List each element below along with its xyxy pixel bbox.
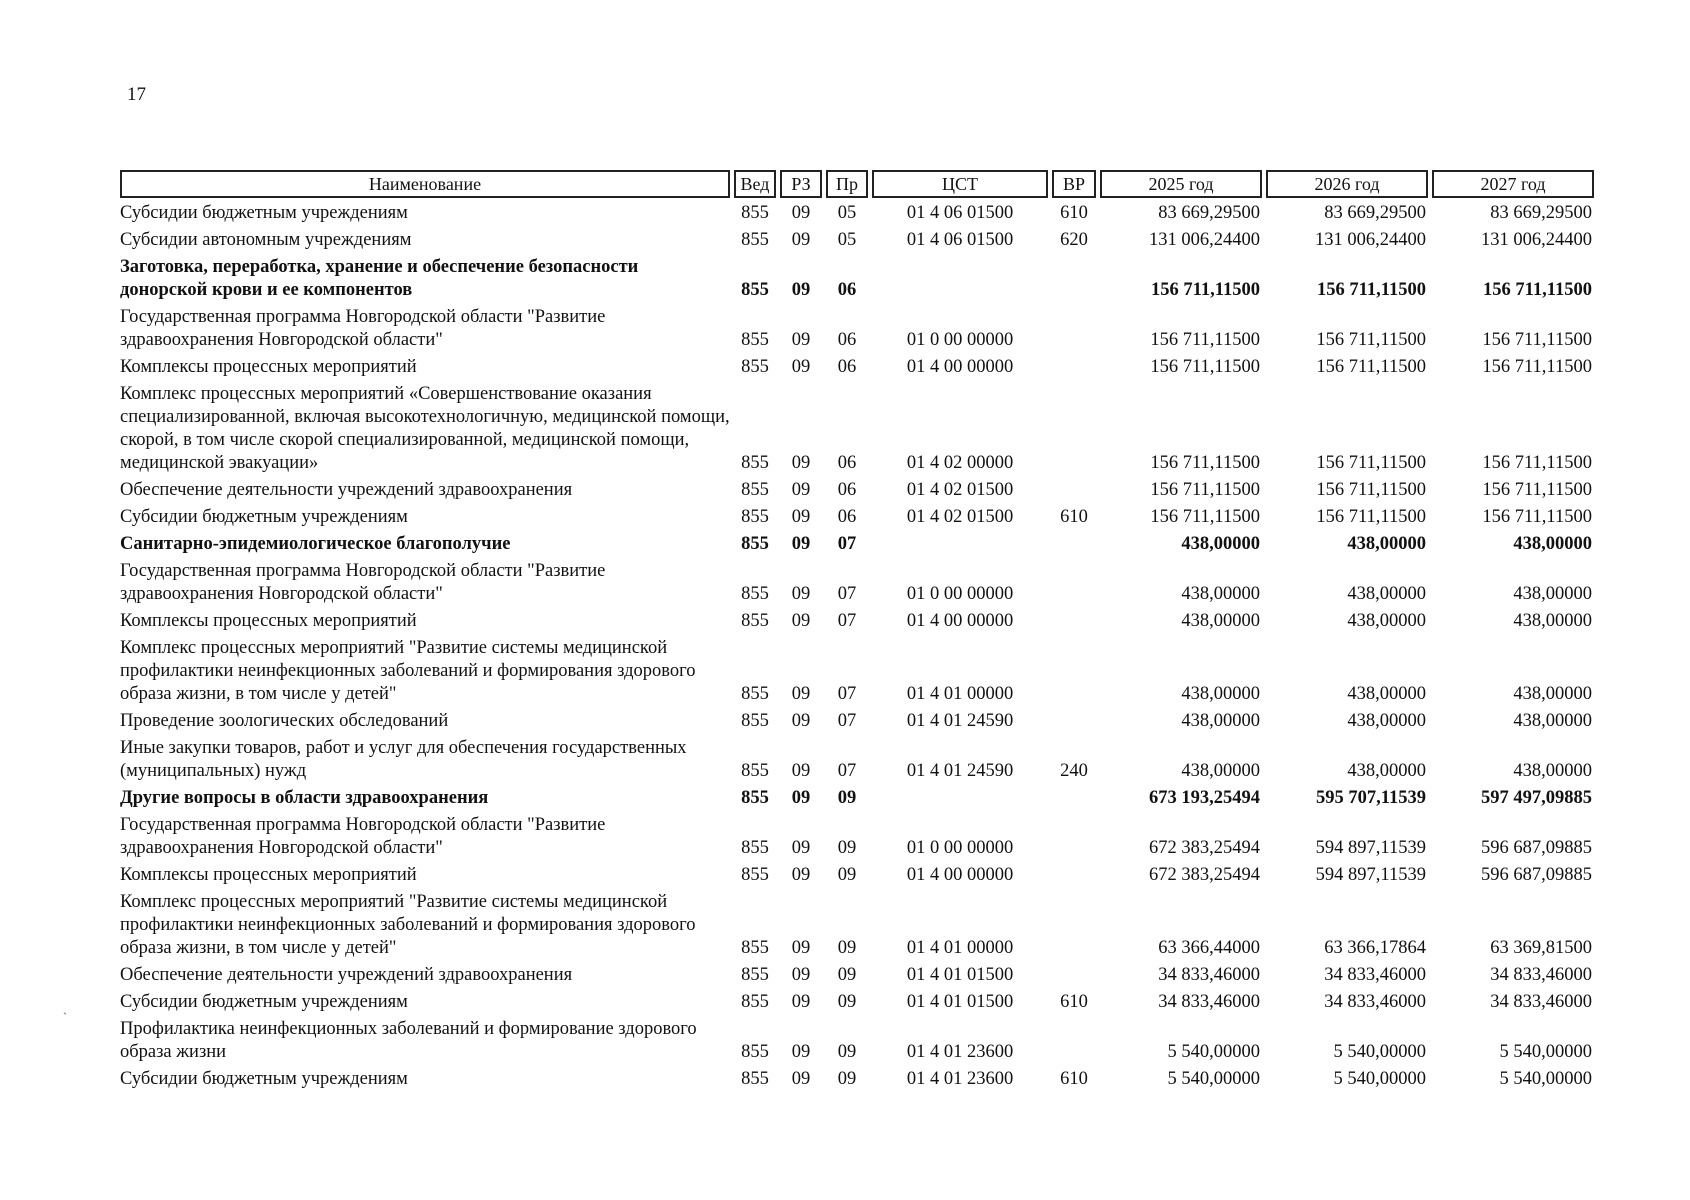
cell-name: Иные закупки товаров, работ и услуг для обеспечения государственных (муниципальных) нужд: [120, 738, 687, 781]
cell-y2025: 672 383,25494: [1149, 865, 1260, 885]
cell-y2027: 34 833,46000: [1490, 992, 1592, 1012]
cell-ved: 855: [741, 357, 769, 377]
cell-rz: 09: [791, 711, 811, 731]
table-body: [120, 202, 1602, 1095]
cell-name: Комплекс процессных мероприятий "Развитие системы медицинской профилактики неинфекционных заболеваний и формирования здорового образа жизни, в том числе у детей": [120, 638, 696, 704]
cell-ved: 855: [741, 453, 769, 473]
cell-ved: 855: [741, 788, 769, 808]
cell-name: Субсидии бюджетным учреждениям: [120, 992, 408, 1012]
cell-cst: 01 4 00 00000: [906, 611, 1014, 631]
cell-rz: 09: [791, 838, 811, 858]
cell-rz: 09: [791, 280, 811, 300]
cell-ved: 855: [741, 865, 769, 885]
cell-rz: 09: [791, 788, 811, 808]
table-row: [120, 737, 1602, 787]
cell-pr: 06: [837, 330, 857, 350]
cell-y2025: 5 540,00000: [1167, 1042, 1260, 1062]
cell-y2026: 438,00000: [1347, 534, 1426, 554]
cell-pr: 09: [837, 838, 857, 858]
cell-name: Государственная программа Новгородской области "Развитие здравоохранения Новгородской области": [120, 307, 606, 350]
table-row: [120, 356, 1602, 383]
cell-name: Государственная программа Новгородской области "Развитие здравоохранения Новгородской области": [120, 815, 606, 858]
table-row: [120, 256, 1602, 306]
cell-y2025: 438,00000: [1181, 611, 1260, 631]
cell-cst: 01 0 00 00000: [906, 838, 1014, 858]
cell-y2026: 156 711,11500: [1316, 480, 1426, 500]
cell-cst: 01 4 01 01500: [906, 992, 1014, 1012]
cell-name: Санитарно-эпидемиологическое благополучие: [120, 534, 511, 554]
cell-y2027: 156 711,11500: [1483, 280, 1592, 300]
cell-cst: 01 4 00 00000: [906, 865, 1014, 885]
cell-pr: 06: [837, 480, 857, 500]
cell-cst: 01 4 01 23600: [906, 1069, 1014, 1089]
cell-y2025: 438,00000: [1181, 584, 1260, 604]
cell-rz: 09: [791, 1042, 811, 1062]
cell-pr: 09: [837, 992, 857, 1012]
cell-rz: 09: [791, 611, 811, 631]
cell-cst: 01 4 00 00000: [906, 357, 1014, 377]
cell-rz: 09: [791, 203, 811, 223]
cell-y2026: 34 833,46000: [1324, 992, 1426, 1012]
cell-y2027: 156 711,11500: [1482, 330, 1592, 350]
cell-rz: 09: [791, 507, 811, 527]
header-pr: Пр: [826, 170, 868, 198]
cell-cst: 01 0 00 00000: [906, 584, 1014, 604]
cell-ved: 855: [741, 684, 769, 704]
cell-rz: 09: [791, 480, 811, 500]
cell-y2026: 438,00000: [1347, 584, 1426, 604]
cell-ved: 855: [741, 280, 769, 300]
cell-ved: 855: [741, 330, 769, 350]
cell-rz: 09: [791, 453, 811, 473]
cell-y2026: 5 540,00000: [1333, 1042, 1426, 1062]
cell-vr: 610: [1060, 203, 1088, 223]
cell-cst: 01 4 02 01500: [906, 507, 1014, 527]
cell-y2025: 34 833,46000: [1158, 992, 1260, 1012]
cell-rz: 09: [791, 865, 811, 885]
table-row: [120, 533, 1602, 560]
cell-y2025: 156 711,11500: [1150, 357, 1260, 377]
header-cst: ЦСТ: [872, 170, 1048, 198]
cell-rz: 09: [791, 992, 811, 1012]
cell-y2025: 156 711,11500: [1151, 280, 1260, 300]
cell-pr: 05: [837, 203, 857, 223]
cell-y2027: 438,00000: [1513, 711, 1592, 731]
cell-y2025: 83 669,29500: [1158, 203, 1260, 223]
cell-y2027: 438,00000: [1513, 611, 1592, 631]
table-row: [120, 229, 1602, 256]
cell-y2026: 131 006,24400: [1315, 230, 1426, 250]
header-ved: Вед: [734, 170, 776, 198]
cell-y2027: 156 711,11500: [1482, 480, 1592, 500]
cell-y2027: 596 687,09885: [1481, 838, 1592, 858]
cell-y2026: 438,00000: [1347, 684, 1426, 704]
cell-cst: 01 4 01 01500: [906, 965, 1014, 985]
cell-pr: 06: [837, 507, 857, 527]
cell-rz: 09: [791, 584, 811, 604]
cell-name: Комплексы процессных мероприятий: [120, 611, 417, 631]
cell-pr: 07: [837, 684, 857, 704]
cell-name: Субсидии автономным учреждениям: [120, 230, 412, 250]
cell-pr: 07: [837, 711, 857, 731]
cell-pr: 09: [837, 1069, 857, 1089]
table-row: [120, 991, 1602, 1018]
cell-cst: 01 0 00 00000: [906, 330, 1014, 350]
cell-y2027: 131 006,24400: [1481, 230, 1592, 250]
table-row: [120, 891, 1602, 964]
cell-y2027: 83 669,29500: [1490, 203, 1592, 223]
cell-name: Проведение зоологических обследований: [120, 711, 449, 731]
cell-pr: 07: [837, 611, 857, 631]
page-number: 17: [127, 84, 146, 105]
table-row: [120, 787, 1602, 814]
table-row: [120, 637, 1602, 710]
cell-pr: 06: [837, 357, 857, 377]
cell-name: Обеспечение деятельности учреждений здравоохранения: [120, 965, 573, 985]
cell-y2026: 595 707,11539: [1316, 788, 1426, 808]
cell-pr: 09: [837, 965, 857, 985]
cell-pr: 06: [837, 453, 857, 473]
cell-y2026: 594 897,11539: [1315, 838, 1426, 858]
cell-name: Обеспечение деятельности учреждений здравоохранения: [120, 480, 573, 500]
table-row: [120, 1018, 1602, 1068]
cell-y2027: 156 711,11500: [1482, 453, 1592, 473]
cell-y2025: 438,00000: [1181, 684, 1260, 704]
cell-y2027: 34 833,46000: [1490, 965, 1592, 985]
cell-cst: 01 4 06 01500: [906, 230, 1014, 250]
cell-name: Государственная программа Новгородской области "Развитие здравоохранения Новгородской области": [120, 561, 606, 604]
table-row: [120, 202, 1602, 229]
cell-vr: 240: [1060, 761, 1088, 781]
cell-y2026: 438,00000: [1347, 711, 1426, 731]
cell-y2027: 156 711,11500: [1482, 507, 1592, 527]
header-name: Наименование: [120, 170, 730, 198]
cell-y2025: 673 193,25494: [1149, 788, 1260, 808]
cell-rz: 09: [791, 761, 811, 781]
cell-y2027: 438,00000: [1513, 584, 1592, 604]
cell-name: Комплексы процессных мероприятий: [120, 357, 417, 377]
cell-pr: 07: [837, 584, 857, 604]
cell-y2026: 438,00000: [1347, 761, 1426, 781]
cell-y2026: 63 366,17864: [1324, 938, 1426, 958]
cell-rz: 09: [791, 1069, 811, 1089]
cell-name: Профилактика неинфекционных заболеваний и формирование здорового образа жизни: [120, 1019, 697, 1062]
cell-pr: 05: [837, 230, 857, 250]
cell-ved: 855: [741, 711, 769, 731]
cell-y2025: 156 711,11500: [1150, 480, 1260, 500]
cell-y2026: 156 711,11500: [1316, 507, 1426, 527]
cell-y2026: 438,00000: [1347, 611, 1426, 631]
cell-cst: 01 4 01 23600: [906, 1042, 1014, 1062]
cell-ved: 855: [741, 230, 769, 250]
cell-y2026: 156 711,11500: [1317, 280, 1426, 300]
cell-ved: 855: [741, 965, 769, 985]
cell-ved: 855: [741, 534, 769, 554]
cell-y2026: 156 711,11500: [1316, 453, 1426, 473]
table-row: [120, 864, 1602, 891]
cell-y2027: 597 497,09885: [1481, 788, 1592, 808]
cell-cst: 01 4 02 00000: [906, 453, 1014, 473]
cell-ved: 855: [741, 838, 769, 858]
cell-rz: 09: [791, 684, 811, 704]
cell-y2025: 34 833,46000: [1158, 965, 1260, 985]
cell-cst: 01 4 01 24590: [906, 711, 1014, 731]
cell-ved: 855: [741, 584, 769, 604]
cell-y2025: 156 711,11500: [1150, 507, 1260, 527]
cell-y2027: 156 711,11500: [1482, 357, 1592, 377]
cell-cst: 01 4 01 00000: [906, 938, 1014, 958]
cell-y2025: 5 540,00000: [1167, 1069, 1260, 1089]
cell-rz: 09: [791, 965, 811, 985]
table-row: [120, 710, 1602, 737]
cell-rz: 09: [791, 357, 811, 377]
table-row: [120, 479, 1602, 506]
header-vr: ВР: [1052, 170, 1096, 198]
cell-y2026: 594 897,11539: [1315, 865, 1426, 885]
cell-y2025: 131 006,24400: [1149, 230, 1260, 250]
cell-y2026: 156 711,11500: [1316, 330, 1426, 350]
cell-ved: 855: [741, 203, 769, 223]
cell-name: Комплекс процессных мероприятий "Развитие системы медицинской профилактики неинфекционных заболеваний и формирования здорового образа жизни, в том числе у детей": [120, 892, 696, 958]
header-2027: 2027 год: [1432, 170, 1594, 198]
cell-y2027: 438,00000: [1513, 761, 1592, 781]
cell-ved: 855: [741, 507, 769, 527]
cell-y2025: 438,00000: [1181, 534, 1260, 554]
cell-y2026: 156 711,11500: [1316, 357, 1426, 377]
cell-name: Комплексы процессных мероприятий: [120, 865, 417, 885]
cell-y2027: 596 687,09885: [1481, 865, 1592, 885]
cell-vr: 610: [1060, 992, 1088, 1012]
cell-pr: 09: [837, 938, 857, 958]
cell-vr: 610: [1060, 1069, 1088, 1089]
cell-ved: 855: [741, 1069, 769, 1089]
cell-name: Заготовка, переработка, хранение и обеспечение безопасности донорской крови и ее компонентов: [120, 257, 639, 300]
cell-y2027: 438,00000: [1513, 534, 1592, 554]
scan-speck: `: [63, 1010, 67, 1024]
table-row: [120, 814, 1602, 864]
cell-cst: 01 4 01 24590: [906, 761, 1014, 781]
cell-ved: 855: [741, 992, 769, 1012]
table-row: [120, 560, 1602, 610]
cell-cst: 01 4 06 01500: [906, 203, 1014, 223]
cell-name: Субсидии бюджетным учреждениям: [120, 507, 408, 527]
cell-y2027: 438,00000: [1513, 684, 1592, 704]
cell-rz: 09: [791, 230, 811, 250]
cell-ved: 855: [741, 761, 769, 781]
cell-name: Другие вопросы в области здравоохранения: [120, 788, 489, 808]
budget-table: [120, 170, 1602, 1095]
cell-cst: 01 4 02 01500: [906, 480, 1014, 500]
header-2026: 2026 год: [1266, 170, 1428, 198]
cell-name: Комплекс процессных мероприятий «Совершенствование оказания специализированной, включая высокотехнологичную, медицинской помощи, скорой, в том числе скорой специализированной, медицинской помощи, медицинской эвакуации»: [120, 384, 730, 473]
cell-rz: 09: [791, 534, 811, 554]
cell-y2025: 156 711,11500: [1150, 330, 1260, 350]
cell-pr: 06: [837, 280, 857, 300]
cell-y2025: 438,00000: [1181, 761, 1260, 781]
cell-ved: 855: [741, 480, 769, 500]
cell-y2026: 34 833,46000: [1324, 965, 1426, 985]
cell-y2027: 5 540,00000: [1499, 1042, 1592, 1062]
cell-ved: 855: [741, 938, 769, 958]
table-row: [120, 306, 1602, 356]
header-rz: РЗ: [780, 170, 822, 198]
cell-y2027: 5 540,00000: [1499, 1069, 1592, 1089]
cell-rz: 09: [791, 938, 811, 958]
cell-vr: 620: [1060, 230, 1088, 250]
cell-ved: 855: [741, 611, 769, 631]
cell-name: Субсидии бюджетным учреждениям: [120, 1069, 408, 1089]
cell-pr: 09: [837, 865, 857, 885]
table-row: [120, 383, 1602, 479]
cell-cst: 01 4 01 00000: [906, 684, 1014, 704]
cell-name: Субсидии бюджетным учреждениям: [120, 203, 408, 223]
table-row: [120, 1068, 1602, 1095]
cell-pr: 07: [837, 534, 857, 554]
cell-y2025: 63 366,44000: [1158, 938, 1260, 958]
table-header: [120, 170, 1602, 198]
cell-ved: 855: [741, 1042, 769, 1062]
cell-y2025: 156 711,11500: [1150, 453, 1260, 473]
table-row: [120, 506, 1602, 533]
cell-y2025: 438,00000: [1181, 711, 1260, 731]
cell-pr: 09: [837, 788, 857, 808]
cell-pr: 09: [837, 1042, 857, 1062]
cell-y2026: 83 669,29500: [1324, 203, 1426, 223]
cell-rz: 09: [791, 330, 811, 350]
cell-vr: 610: [1060, 507, 1088, 527]
cell-y2027: 63 369,81500: [1490, 938, 1592, 958]
header-2025: 2025 год: [1100, 170, 1262, 198]
table-row: [120, 610, 1602, 637]
cell-pr: 07: [837, 761, 857, 781]
cell-y2026: 5 540,00000: [1333, 1069, 1426, 1089]
cell-y2025: 672 383,25494: [1149, 838, 1260, 858]
table-row: [120, 964, 1602, 991]
